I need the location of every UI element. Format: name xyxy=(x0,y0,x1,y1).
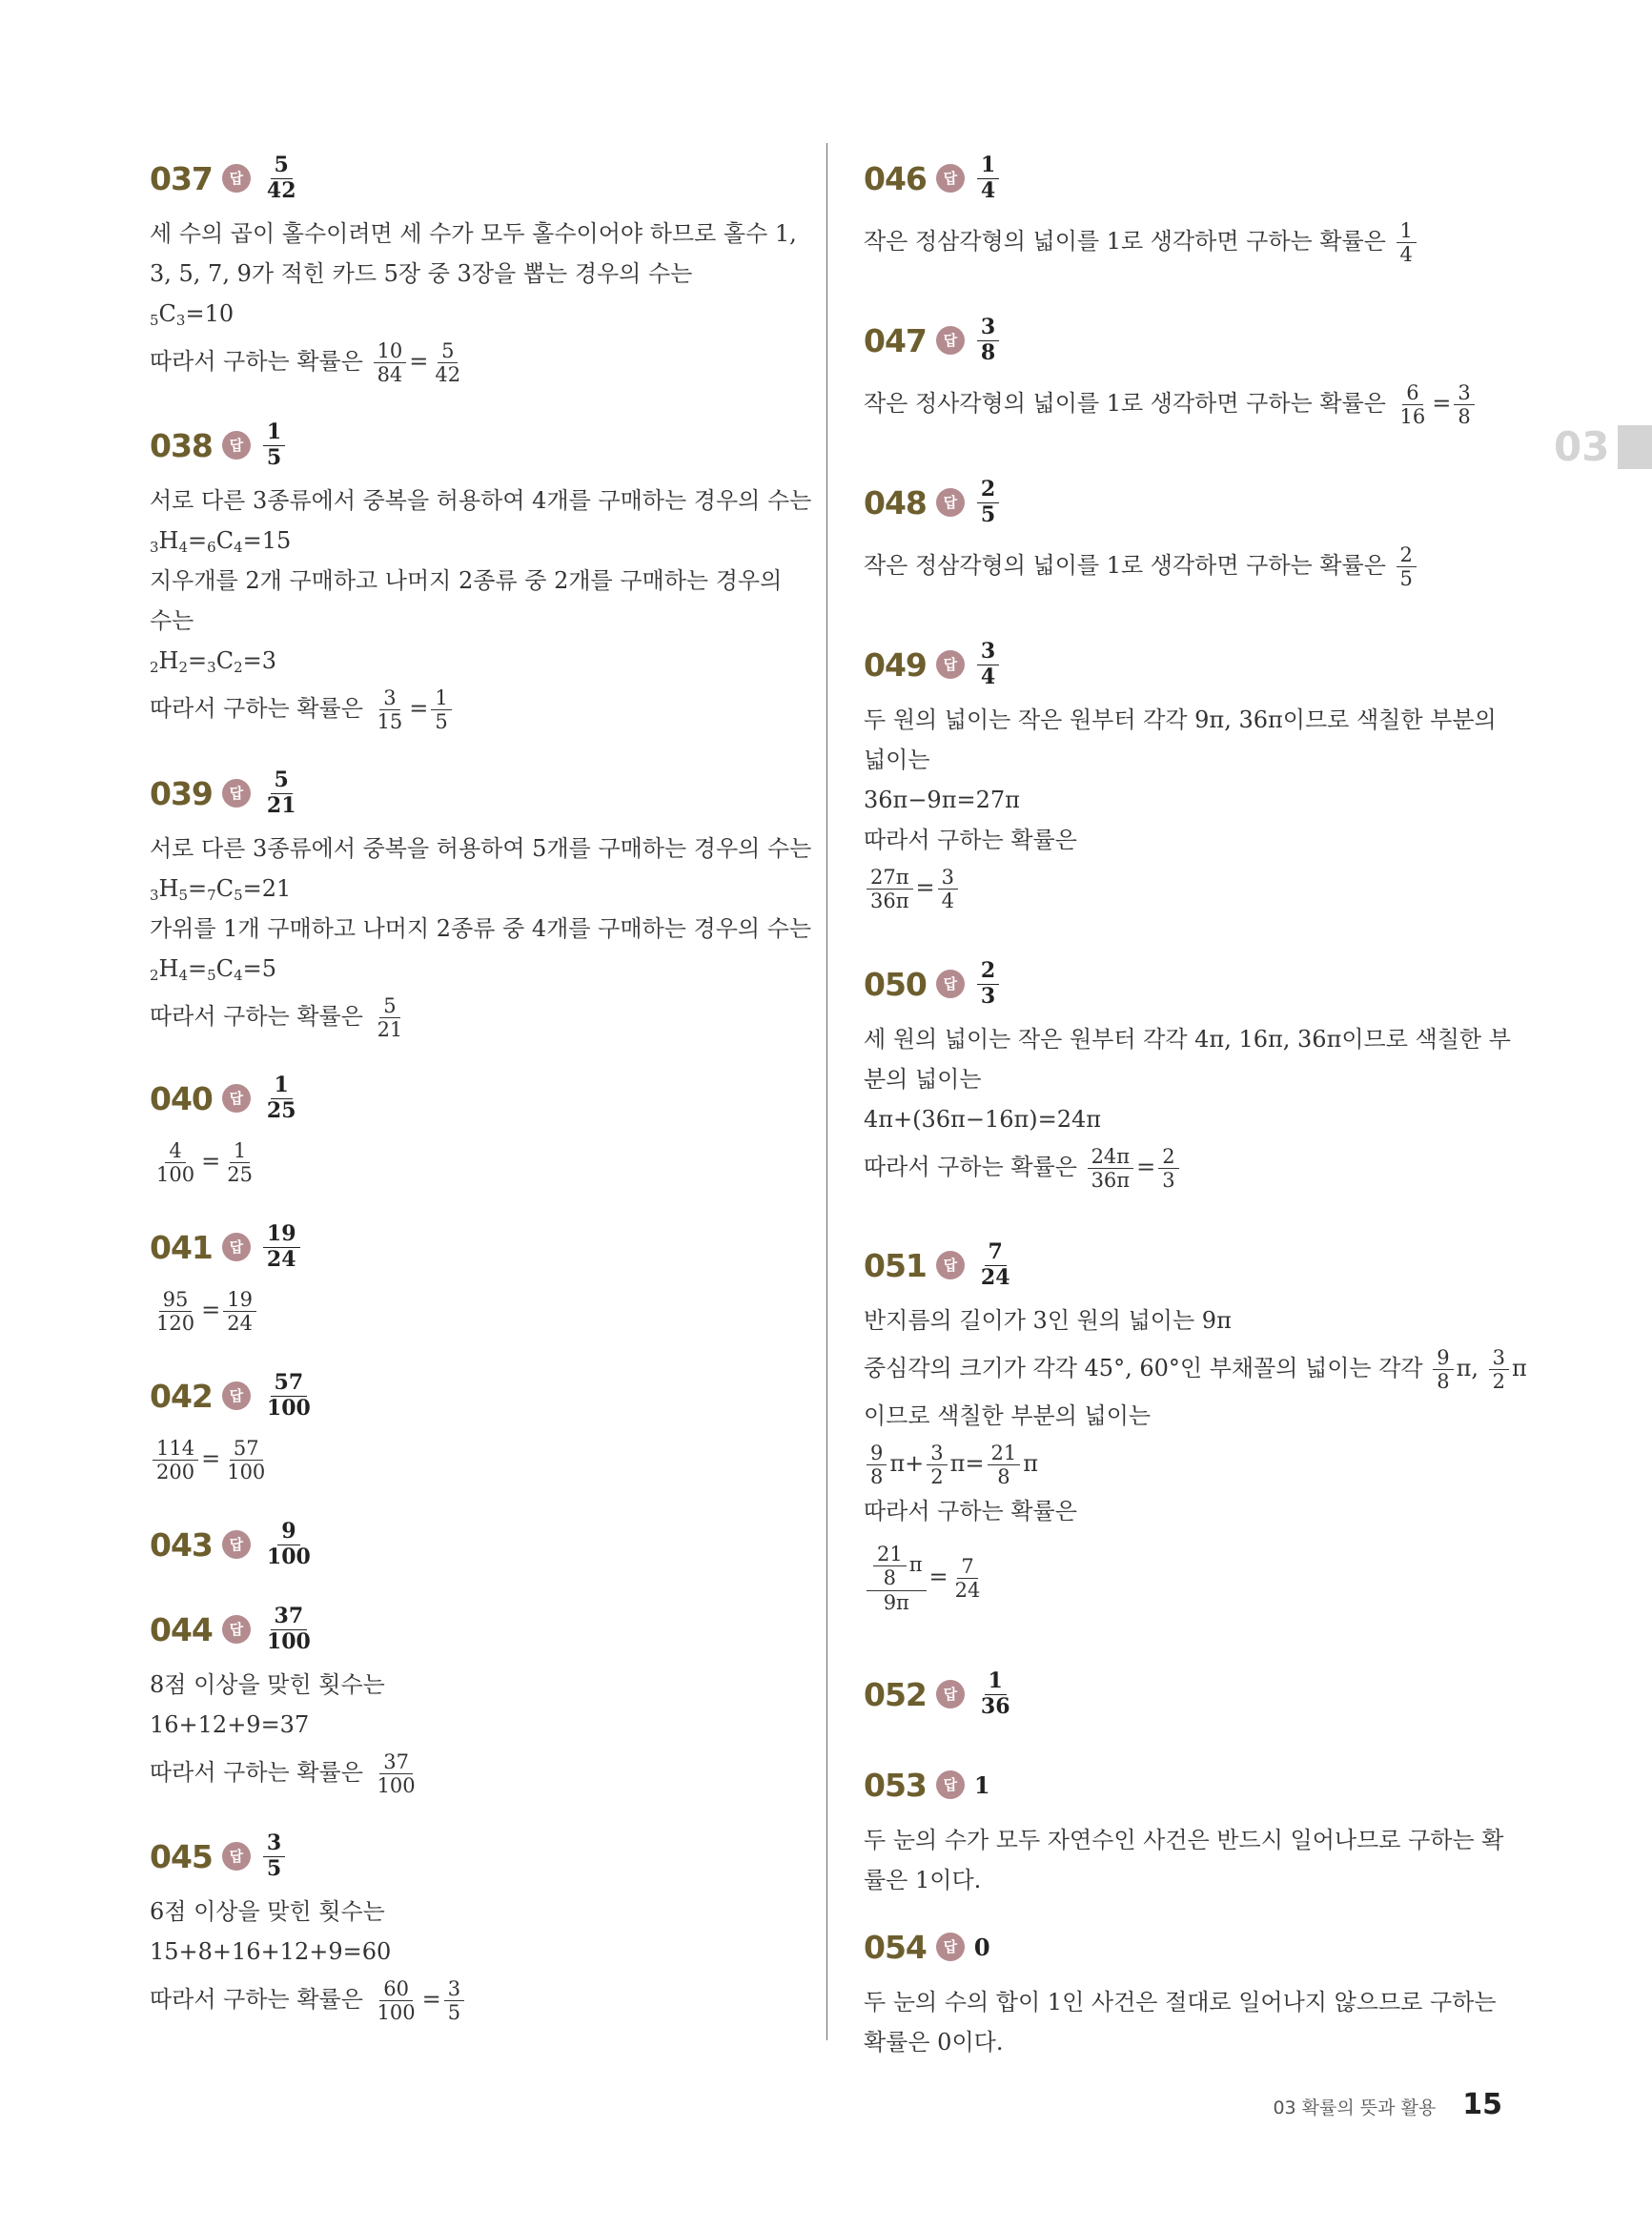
problem-050 xyxy=(864,949,1512,1195)
solution-line: 따라서 구하는 확률은 xyxy=(864,1498,1077,1524)
answer-fraction: $\frac{37}{100}$ xyxy=(266,1604,311,1654)
solution-line: $\frac{9}{8}$ π+ $\frac{3}{2}$ π= $\frac{21}{8}$ π xyxy=(864,1436,1512,1491)
fraction: $\frac{19}{24}$ xyxy=(223,1289,256,1334)
fraction: $\frac{9}{8}$ xyxy=(1433,1347,1453,1392)
fraction: $\frac{6}{16}$ xyxy=(1399,380,1426,428)
answer-fraction: $\frac{5}{42}$ xyxy=(266,153,296,203)
answer-fraction: $\frac{1}{4}$ xyxy=(977,154,999,201)
solution-line: $\frac{4}{100}$ = $\frac{1}{25}$ xyxy=(150,1134,798,1189)
compound-fraction: $\frac{21}{8}$ π 9π xyxy=(867,1544,927,1612)
solution-line: $3H_4=6C_4=15$ xyxy=(150,527,292,556)
answer-badge: 답 xyxy=(222,164,251,193)
problem-number: 051 xyxy=(864,1246,927,1284)
problem-047 xyxy=(864,305,1512,431)
problem-number: 037 xyxy=(150,159,213,197)
answer-value: 1 xyxy=(973,1770,990,1799)
problem-number: 040 xyxy=(150,1079,213,1117)
answer-fraction: $\frac{1}{25}$ xyxy=(266,1073,296,1123)
answer-badge: 답 xyxy=(222,431,251,460)
fraction: $\frac{9}{8}$ xyxy=(867,1442,887,1487)
solution-line: 작은 정삼각형의 넓이를 1로 생각하면 구하는 확률은 $\frac{2}{5}$ xyxy=(864,538,1512,593)
fraction: $\frac{24\pi}{36\pi}$ xyxy=(1088,1146,1134,1191)
solution-line: 두 원의 넓이는 작은 원부터 각각 9π, 36π이므로 색칠한 부분의 xyxy=(864,706,1497,733)
problem-number: 050 xyxy=(864,965,927,1003)
fraction: $\frac{5}{21}$ xyxy=(377,993,403,1041)
answer-badge: 답 xyxy=(222,1615,251,1644)
solution-line: 3, 5, 7, 9가 적힌 카드 5장 중 3장을 뽑는 경우의 수는 xyxy=(150,260,693,287)
solution-line: $\frac{114}{200}$ = $\frac{57}{100}$ xyxy=(150,1431,798,1486)
fraction: $\frac{10}{84}$ xyxy=(374,340,407,385)
problem-number: 052 xyxy=(864,1675,927,1713)
fraction: $\frac{1}{4}$ xyxy=(1397,220,1417,265)
fraction: $\frac{3}{8}$ xyxy=(1454,382,1474,427)
fraction: $\frac{21}{8}$ xyxy=(873,1544,907,1588)
solution-line: 4π+(36π−16π)=24π xyxy=(864,1106,1102,1133)
problem-number: 045 xyxy=(150,1837,213,1875)
solution-line: 따라서 구하는 확률은 $\frac{3}{15}$ = $\frac{1}{5}$ xyxy=(150,681,798,736)
problem-number: 046 xyxy=(864,159,927,197)
answer-fraction: $\frac{3}{4}$ xyxy=(977,641,999,687)
fraction: $\frac{1}{25}$ xyxy=(227,1138,253,1186)
problem-number: 047 xyxy=(864,321,927,359)
problem-number: 054 xyxy=(864,1928,927,1966)
fraction: $\frac{3}{2}$ xyxy=(1489,1347,1509,1392)
answer-value: 0 xyxy=(973,1933,990,1961)
problem-046 xyxy=(864,143,1512,269)
answer-fraction: $\frac{57}{100}$ xyxy=(266,1370,311,1421)
solution-line: 따라서 구하는 확률은 $\frac{5}{21}$ xyxy=(150,989,798,1044)
answer-badge: 답 xyxy=(936,1933,965,1961)
problem-051 xyxy=(864,1230,1527,1623)
fraction: $\frac{95}{120}$ xyxy=(156,1287,195,1335)
problem-045 xyxy=(150,1821,798,2027)
problem-number: 041 xyxy=(150,1228,213,1266)
solution-line: 따라서 구하는 확률은 $\frac{37}{100}$ xyxy=(150,1745,798,1800)
footer-chapter-title: 03 확률의 뜻과 활용 xyxy=(1273,2097,1437,2118)
solution-line: 세 수의 곱이 홀수이려면 세 수가 모두 홀수이어야 하므로 홀수 1, xyxy=(150,220,797,247)
fraction: $\frac{2}{5}$ xyxy=(1397,544,1417,589)
solution-line: 16+12+9=37 xyxy=(150,1711,310,1738)
chapter-tab xyxy=(1554,425,1652,469)
fraction: $\frac{27\pi}{36\pi}$ xyxy=(867,867,913,911)
answer-badge: 답 xyxy=(222,1381,251,1410)
solution-line: 15+8+16+12+9=60 xyxy=(150,1938,392,1965)
page-number: 15 xyxy=(1462,2088,1502,2121)
fraction: $\frac{3}{4}$ xyxy=(938,867,958,911)
fraction: $\frac{3}{5}$ xyxy=(444,1978,464,2023)
problem-number: 044 xyxy=(150,1610,213,1648)
solution-line: 중심각의 크기가 각각 45°, 60°인 부채꼴의 넓이는 각각 $\frac{9}{8}$ π, $\frac{3}{2}$ π xyxy=(864,1345,1527,1393)
problem-044 xyxy=(150,1594,798,1800)
chapter-tab-bar xyxy=(1618,425,1652,469)
solution-line: $5C_3=10$ xyxy=(150,300,235,329)
solution-line: 6점 이상을 맞힌 횟수는 xyxy=(150,1898,385,1925)
answer-fraction: $\frac{2}{3}$ xyxy=(977,960,999,1007)
column-divider xyxy=(826,143,827,2040)
solution-line: 따라서 구하는 확률은 $\frac{10}{84}$ = $\frac{5}{42}$ xyxy=(150,334,798,389)
fraction: $\frac{60}{100}$ xyxy=(377,1976,416,2024)
answer-fraction: $\frac{3}{5}$ xyxy=(263,1832,285,1879)
answer-fraction: $\frac{1}{36}$ xyxy=(980,1668,1010,1719)
solution-line: 이므로 색칠한 부분의 넓이는 xyxy=(864,1402,1152,1429)
solution-line: 두 눈의 수가 모두 자연수인 사건은 반드시 일어나므로 구하는 확 xyxy=(864,1827,1504,1853)
solution-line: 작은 정사각형의 넓이를 1로 생각하면 구하는 확률은 $\frac{6}{16}$ = $\frac{3}{8}$ xyxy=(864,376,1512,431)
solution-line: 36π−9π=27π xyxy=(864,787,1020,813)
solution-line: $\frac{95}{120}$ = $\frac{19}{24}$ xyxy=(150,1282,798,1338)
solution-line: 서로 다른 3종류에서 중복을 허용하여 5개를 구매하는 경우의 수는 xyxy=(150,835,812,862)
fraction: $\frac{2}{3}$ xyxy=(1158,1146,1178,1191)
solution-line: $\frac{27\pi}{36\pi}$ = $\frac{3}{4}$ xyxy=(864,860,1512,915)
answer-badge: 답 xyxy=(936,1770,965,1799)
fraction: $\frac{1}{5}$ xyxy=(431,687,451,732)
problem-number: 053 xyxy=(864,1766,927,1804)
fraction: $\frac{4}{100}$ xyxy=(156,1138,195,1186)
problem-number: 038 xyxy=(150,426,213,464)
problem-042 xyxy=(150,1361,798,1486)
answer-fraction: $\frac{1}{5}$ xyxy=(263,421,285,468)
answer-badge: 답 xyxy=(936,650,965,679)
solution-line: 8점 이상을 맞힌 횟수는 xyxy=(150,1671,385,1698)
problem-040 xyxy=(150,1063,798,1189)
answer-badge: 답 xyxy=(222,1233,251,1261)
fraction: $\frac{21}{8}$ xyxy=(988,1442,1021,1487)
problem-038 xyxy=(150,410,812,736)
problem-number: 042 xyxy=(150,1377,213,1415)
solution-line: $\frac{21}{8}$ π 9π = $\frac{7}{24}$ xyxy=(864,1531,1512,1623)
problem-054 xyxy=(864,1912,1512,2062)
problem-039 xyxy=(150,758,812,1044)
fraction: $\frac{114}{200}$ xyxy=(153,1438,198,1483)
problem-048 xyxy=(864,467,1512,593)
answer-badge: 답 xyxy=(936,1680,965,1708)
solution-line: 반지름의 길이가 3인 원의 넓이는 9π xyxy=(864,1307,1232,1334)
answer-fraction: $\frac{2}{5}$ xyxy=(977,479,999,525)
problem-number: 048 xyxy=(864,483,927,522)
solution-line: $2H_4=5C_4=5$ xyxy=(150,955,276,984)
solution-line: 서로 다른 3종류에서 중복을 허용하여 4개를 구매하는 경우의 수는 xyxy=(150,487,812,514)
fraction: $\frac{57}{100}$ xyxy=(227,1436,266,1483)
solution-line: 확률은 0이다. xyxy=(864,2029,1004,2056)
solution-line: 따라서 구하는 확률은 xyxy=(864,827,1077,853)
fraction: $\frac{5}{42}$ xyxy=(435,338,461,386)
answer-badge: 답 xyxy=(936,970,965,998)
answer-badge: 답 xyxy=(936,326,965,355)
problem-041 xyxy=(150,1212,798,1338)
chapter-tab-label: 03 xyxy=(1554,423,1610,470)
solution-line: 따라서 구하는 확률은 $\frac{24\pi}{36\pi}$ = $\frac{2}{3}$ xyxy=(864,1139,1512,1195)
solution-line: 따라서 구하는 확률은 $\frac{60}{100}$ = $\frac{3}{5}$ xyxy=(150,1972,798,2027)
answer-badge: 답 xyxy=(936,488,965,517)
problem-number: 043 xyxy=(150,1525,213,1564)
fraction: $\frac{3}{15}$ xyxy=(377,685,403,733)
answer-badge: 답 xyxy=(222,1530,251,1559)
solution-line: 분의 넓이는 xyxy=(864,1066,982,1093)
answer-badge: 답 xyxy=(936,164,965,193)
solution-line: 작은 정삼각형의 넓이를 1로 생각하면 구하는 확률은 $\frac{1}{4}$ xyxy=(864,214,1512,269)
solution-line: 률은 1이다. xyxy=(864,1867,982,1893)
answer-badge: 답 xyxy=(222,1842,251,1871)
solution-line: 세 원의 넓이는 작은 원부터 각각 4π, 16π, 36π이므로 색칠한 부 xyxy=(864,1026,1511,1053)
problem-number: 039 xyxy=(150,774,213,812)
problem-052 xyxy=(864,1659,1512,1729)
fraction: $\frac{37}{100}$ xyxy=(377,1749,416,1797)
problem-049 xyxy=(864,629,1512,915)
answer-badge: 답 xyxy=(936,1251,965,1279)
solution-line: $2H_2=3C_2=3$ xyxy=(150,647,276,676)
answer-fraction: $\frac{3}{8}$ xyxy=(977,317,999,363)
answer-fraction: $\frac{9}{100}$ xyxy=(266,1519,311,1569)
problem-number: 049 xyxy=(864,645,927,684)
problem-053 xyxy=(864,1749,1512,1900)
answer-badge: 답 xyxy=(222,1084,251,1113)
solution-line: 수는 xyxy=(150,607,194,634)
solution-line: 지우개를 2개 구매하고 나머지 2종류 중 2개를 구매하는 경우의 xyxy=(150,567,783,594)
fraction: $\frac{7}{24}$ xyxy=(954,1554,981,1602)
problem-043 xyxy=(150,1509,798,1580)
solution-line: 두 눈의 수의 합이 1인 사건은 절대로 일어나지 않으므로 구하는 xyxy=(864,1989,1497,2015)
solution-line: $3H_5=7C_5=21$ xyxy=(150,875,292,904)
solution-line: 가위를 1개 구매하고 나머지 2종류 중 4개를 구매하는 경우의 수는 xyxy=(150,915,812,942)
answer-fraction: $\frac{5}{21}$ xyxy=(266,767,296,818)
answer-fraction: $\frac{19}{24}$ xyxy=(263,1223,300,1270)
fraction: $\frac{3}{2}$ xyxy=(927,1442,947,1487)
answer-badge: 답 xyxy=(222,779,251,808)
answer-fraction: $\frac{7}{24}$ xyxy=(980,1239,1010,1290)
page-footer xyxy=(1273,2088,1502,2121)
problem-037 xyxy=(150,143,798,389)
solution-line: 넓이는 xyxy=(864,747,930,773)
